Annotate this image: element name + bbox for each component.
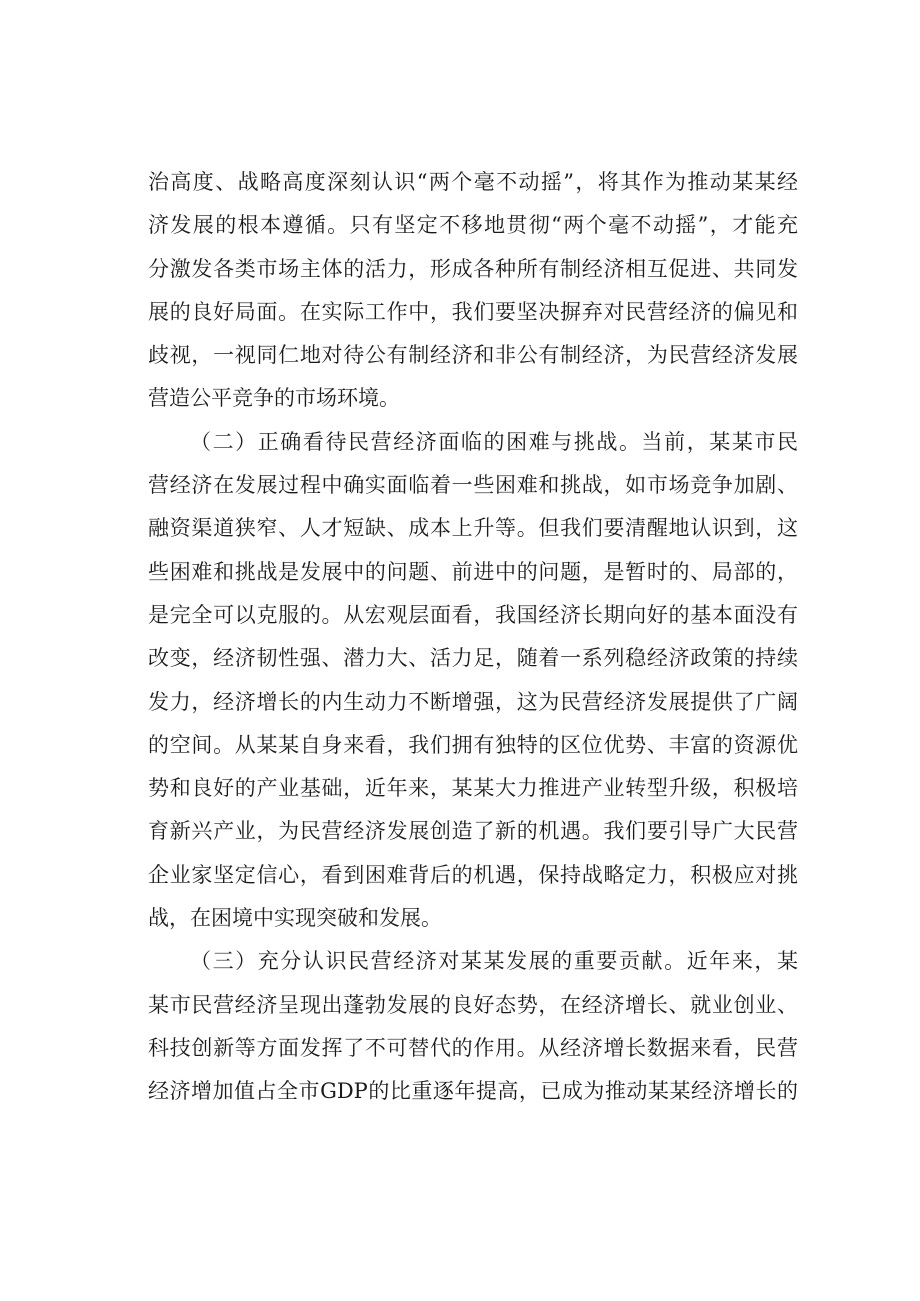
text-line: 发力，经济增长的内生动力不断增强，这为民营经济发展提供了广阔 <box>148 689 798 714</box>
text-line: 育新兴产业，为民营经济发展创造了新的机遇。我们要引导广大民营 <box>148 819 798 844</box>
paragraph-3 <box>148 940 798 1113</box>
text-line: 营造公平竞争的市场环境。 <box>148 386 400 411</box>
paragraph-1 <box>148 161 798 421</box>
text-line: 营经济在发展过程中确实面临着一些困难和挑战，如市场竞争加剧、 <box>148 473 798 498</box>
paragraph-2 <box>148 421 798 941</box>
text-line: 展的良好局面。在实际工作中，我们要坚决摒弃对民营经济的偏见和 <box>148 299 798 324</box>
text-line: 治高度、战略高度深刻认识“两个毫不动摇”，将其作为推动某某经 <box>148 170 798 194</box>
text-line: 分激发各类市场主体的活力，形成各种所有制经济相互促进、共同发 <box>148 256 798 281</box>
text-line: 融资渠道狭窄、人才短缺、成本上升等。但我们要清醒地认识到，这 <box>148 516 798 541</box>
text-line: （三）充分认识民营经济对某某发展的重要贡献。近年来，某 <box>190 949 798 974</box>
text-line: 是完全可以克服的。从宏观层面看，我国经济长期向好的基本面没有 <box>148 602 798 627</box>
text-line: 战，在困境中实现突破和发展。 <box>148 906 442 931</box>
text-line: 改变，经济韧性强、潜力大、活力足，随着一系列稳经济政策的持续 <box>148 646 798 671</box>
text-line: 科技创新等方面发挥了不可替代的作用。从经济增长数据来看，民营 <box>148 1035 798 1060</box>
text-line: 的空间。从某某自身来看，我们拥有独特的区位优势、丰富的资源优 <box>148 732 798 757</box>
text-line: 经济增加值占全市GDP的比重逐年提高，已成为推动某某经济增长的 <box>148 1079 798 1104</box>
text-line: 些困难和挑战是发展中的问题、前进中的问题，是暂时的、局部的， <box>148 559 798 584</box>
text-line: 歧视，一视同仁地对待公有制经济和非公有制经济，为民营经济发展 <box>148 343 798 368</box>
text-line: 某市民营经济呈现出蓬勃发展的良好态势，在经济增长、就业创业、 <box>148 992 798 1017</box>
text-line: 济发展的根本遵循。只有坚定不移地贯彻“两个毫不动摇”，才能充 <box>148 213 798 238</box>
text-line: 势和良好的产业基础，近年来，某某大力推进产业转型升级，积极培 <box>148 776 798 801</box>
text-line: （二）正确看待民营经济面临的困难与挑战。当前，某某市民 <box>190 429 798 454</box>
text-line: 企业家坚定信心，看到困难背后的机遇，保持战略定力，积极应对挑 <box>148 862 798 887</box>
document-body <box>148 161 798 1114</box>
